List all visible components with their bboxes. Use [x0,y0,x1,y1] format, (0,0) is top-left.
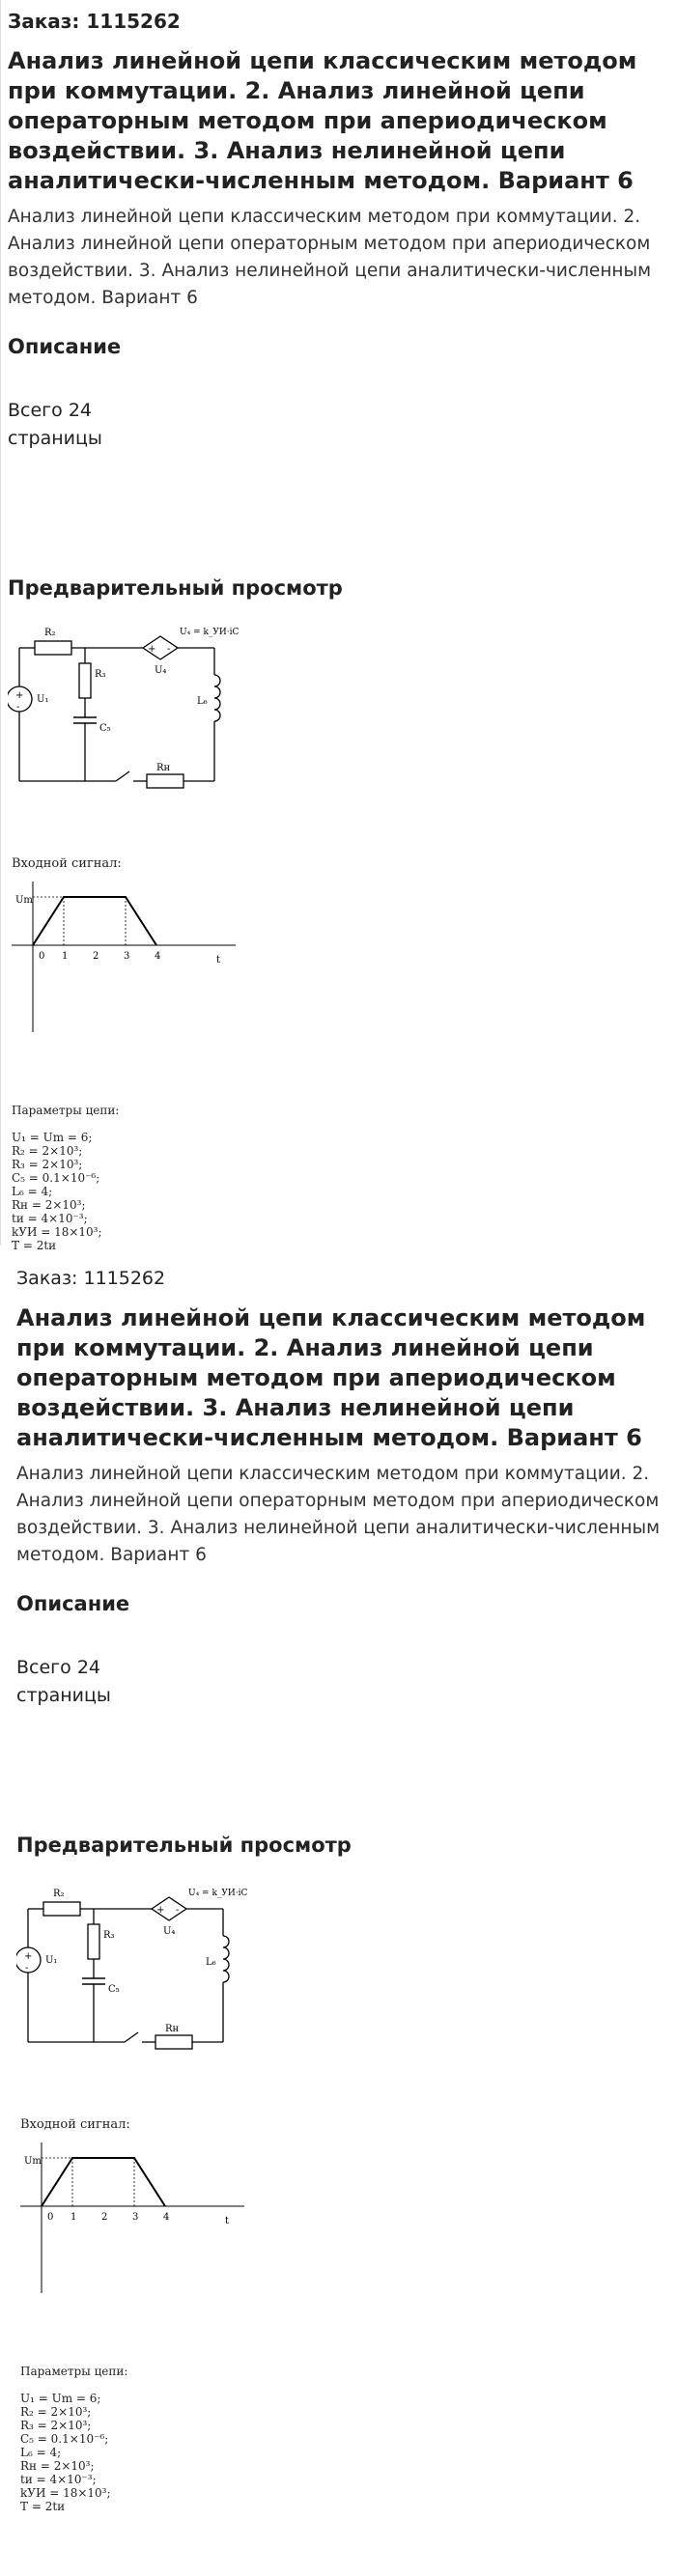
pages-word: страницы [16,1685,111,1706]
u1-minus: - [16,702,20,713]
param-line: U₁ = Um = 6; [20,2392,101,2405]
pages-total: Всего 24 [8,400,92,421]
tick-label: 3 [132,2212,139,2223]
param-line: T = 2tи [12,1239,57,1252]
preview-heading: Предварительный просмотр [16,1834,352,1857]
rn-resistor [147,774,183,788]
description-text: Анализ линейной цепи классическим методом при коммутации. 2. Анализ линейной цепи операторным методом при апериодическом воздействии. 3. Анализ нелинейной цепи аналитически-численным методом. Вариант 6 [8,207,652,308]
description-heading: Описание [16,1592,130,1615]
u4-plus: + [156,1905,165,1916]
u1-plus: + [15,690,24,701]
pages-count [16,1654,667,1710]
param-line: Rн = 2×10³; [20,2459,95,2473]
signal-line [33,897,156,945]
pages-count [8,397,667,453]
param-line: kУИ = 18×10³; [20,2486,111,2500]
r2-label: R₂ [44,628,56,638]
switch [125,2032,138,2042]
u4-label: U₄ [155,665,167,676]
tick-label: 2 [93,951,99,962]
u1-label: U₁ [37,694,49,705]
l6-inductor [214,675,220,721]
signal-label: Входной сигнал: [20,2117,130,2132]
u4-minus: - [176,1905,180,1916]
t-axis-label: t [225,2216,230,2226]
u1-plus: + [24,1951,33,1962]
tick-label: 1 [71,2212,77,2223]
signal-chart [8,878,259,1042]
r3-resistor [79,663,91,698]
tick-label: 0 [39,951,45,962]
r3-label: R₃ [95,669,106,680]
l6-label: L₆ [206,1957,216,1968]
preview-heading: Предварительный просмотр [8,576,343,600]
signal-dashes [64,897,126,945]
u1-label: U₁ [45,1955,58,1966]
param-line: Rн = 2×10³; [12,1198,86,1212]
order-label: Заказ: 1115262 [16,1268,166,1289]
r2-resistor [35,641,71,655]
params-block [20,2365,127,2513]
param-line: C₅ = 0.1×10⁻⁶; [12,1171,100,1185]
param-line: L₆ = 4; [12,1185,53,1198]
t-axis-label: t [216,955,221,966]
preview-image [16,1870,422,2546]
tick-label: 2 [101,2212,108,2223]
rn-resistor [155,2035,192,2049]
r3-resistor [88,1924,99,1959]
pages-total: Всего 24 [16,1657,100,1678]
c5-label: C₅ [108,1984,120,1995]
signal-label: Входной сигнал: [12,856,122,871]
page-title: Анализ линейной цепи классическим методом при коммутации. 2. Анализ линейной цепи операторным методом при апериодическом воздействии. 3. Анализ нелинейной цепи аналитически-численным методом. Вариант 6 [8,47,637,194]
tick-label: 4 [163,2212,170,2223]
param-line: R₃ = 2×10³; [12,1158,83,1171]
pages-word: страницы [8,428,102,449]
tick-label: 1 [62,951,69,962]
switch [116,771,129,781]
l6-inductor [223,1936,229,1982]
u4-minus: - [167,644,171,655]
param-line: L₆ = 4; [20,2446,62,2459]
r2-label: R₂ [53,1889,65,1899]
param-line: R₃ = 2×10³; [20,2419,92,2432]
order-block-2 [0,1257,677,2546]
param-line: kУИ = 18×10³; [12,1225,102,1239]
signal-chart [16,2139,268,2303]
param-line: R₂ = 2×10³; [20,2405,92,2419]
tick-labels [47,2212,169,2223]
um-label: Um [24,2156,42,2167]
description-heading: Описание [8,335,122,358]
u4-plus: + [148,644,156,655]
preview-image [8,609,413,1285]
u4-formula: U₄ = k_УИ·iC [180,628,240,637]
param-line: tи = 4×10⁻³; [12,1212,88,1225]
description-text: Анализ линейной цепи классическим методом при коммутации. 2. Анализ линейной цепи операторным методом при апериодическом воздействии. 3. Анализ нелинейной цепи аналитически-численным методом. Вариант 6 [16,1464,661,1565]
circuit-diagram [8,609,394,817]
order-block-1 [0,0,677,1285]
params-heading: Параметры цепи: [20,2365,128,2378]
c5-label: C₅ [99,723,111,734]
u4-label: U₄ [163,1926,176,1937]
r2-resistor [43,1902,80,1916]
param-line: tи = 4×10⁻³; [20,2473,97,2486]
tick-labels [39,951,160,962]
signal-dashes [72,2158,134,2206]
params-block [12,1104,119,1252]
tick-label: 4 [155,951,161,962]
r3-label: R₃ [103,1930,115,1941]
um-label: Um [15,895,33,906]
l6-label: L₆ [197,696,208,707]
tick-label: 3 [124,951,130,962]
circuit-diagram [16,1870,403,2078]
tick-label: 0 [47,2212,54,2223]
u1-minus: - [25,1963,29,1974]
param-line: R₂ = 2×10³; [12,1144,83,1158]
param-line: C₅ = 0.1×10⁻⁶; [20,2432,109,2446]
rn-label: Rн [156,763,171,773]
signal-line [42,2158,165,2206]
rn-label: Rн [165,2024,180,2034]
order-label: Заказ: 1115262 [8,10,181,33]
u4-formula: U₄ = k_УИ·iC [188,1889,248,1898]
param-line: U₁ = Um = 6; [12,1131,93,1144]
param-line: T = 2tи [20,2500,66,2513]
params-heading: Параметры цепи: [12,1104,120,1117]
page-title: Анализ линейной цепи классическим методом при коммутации. 2. Анализ линейной цепи операторным методом при апериодическом воздействии. 3. Анализ нелинейной цепи аналитически-численным методом. Вариант 6 [16,1304,646,1451]
